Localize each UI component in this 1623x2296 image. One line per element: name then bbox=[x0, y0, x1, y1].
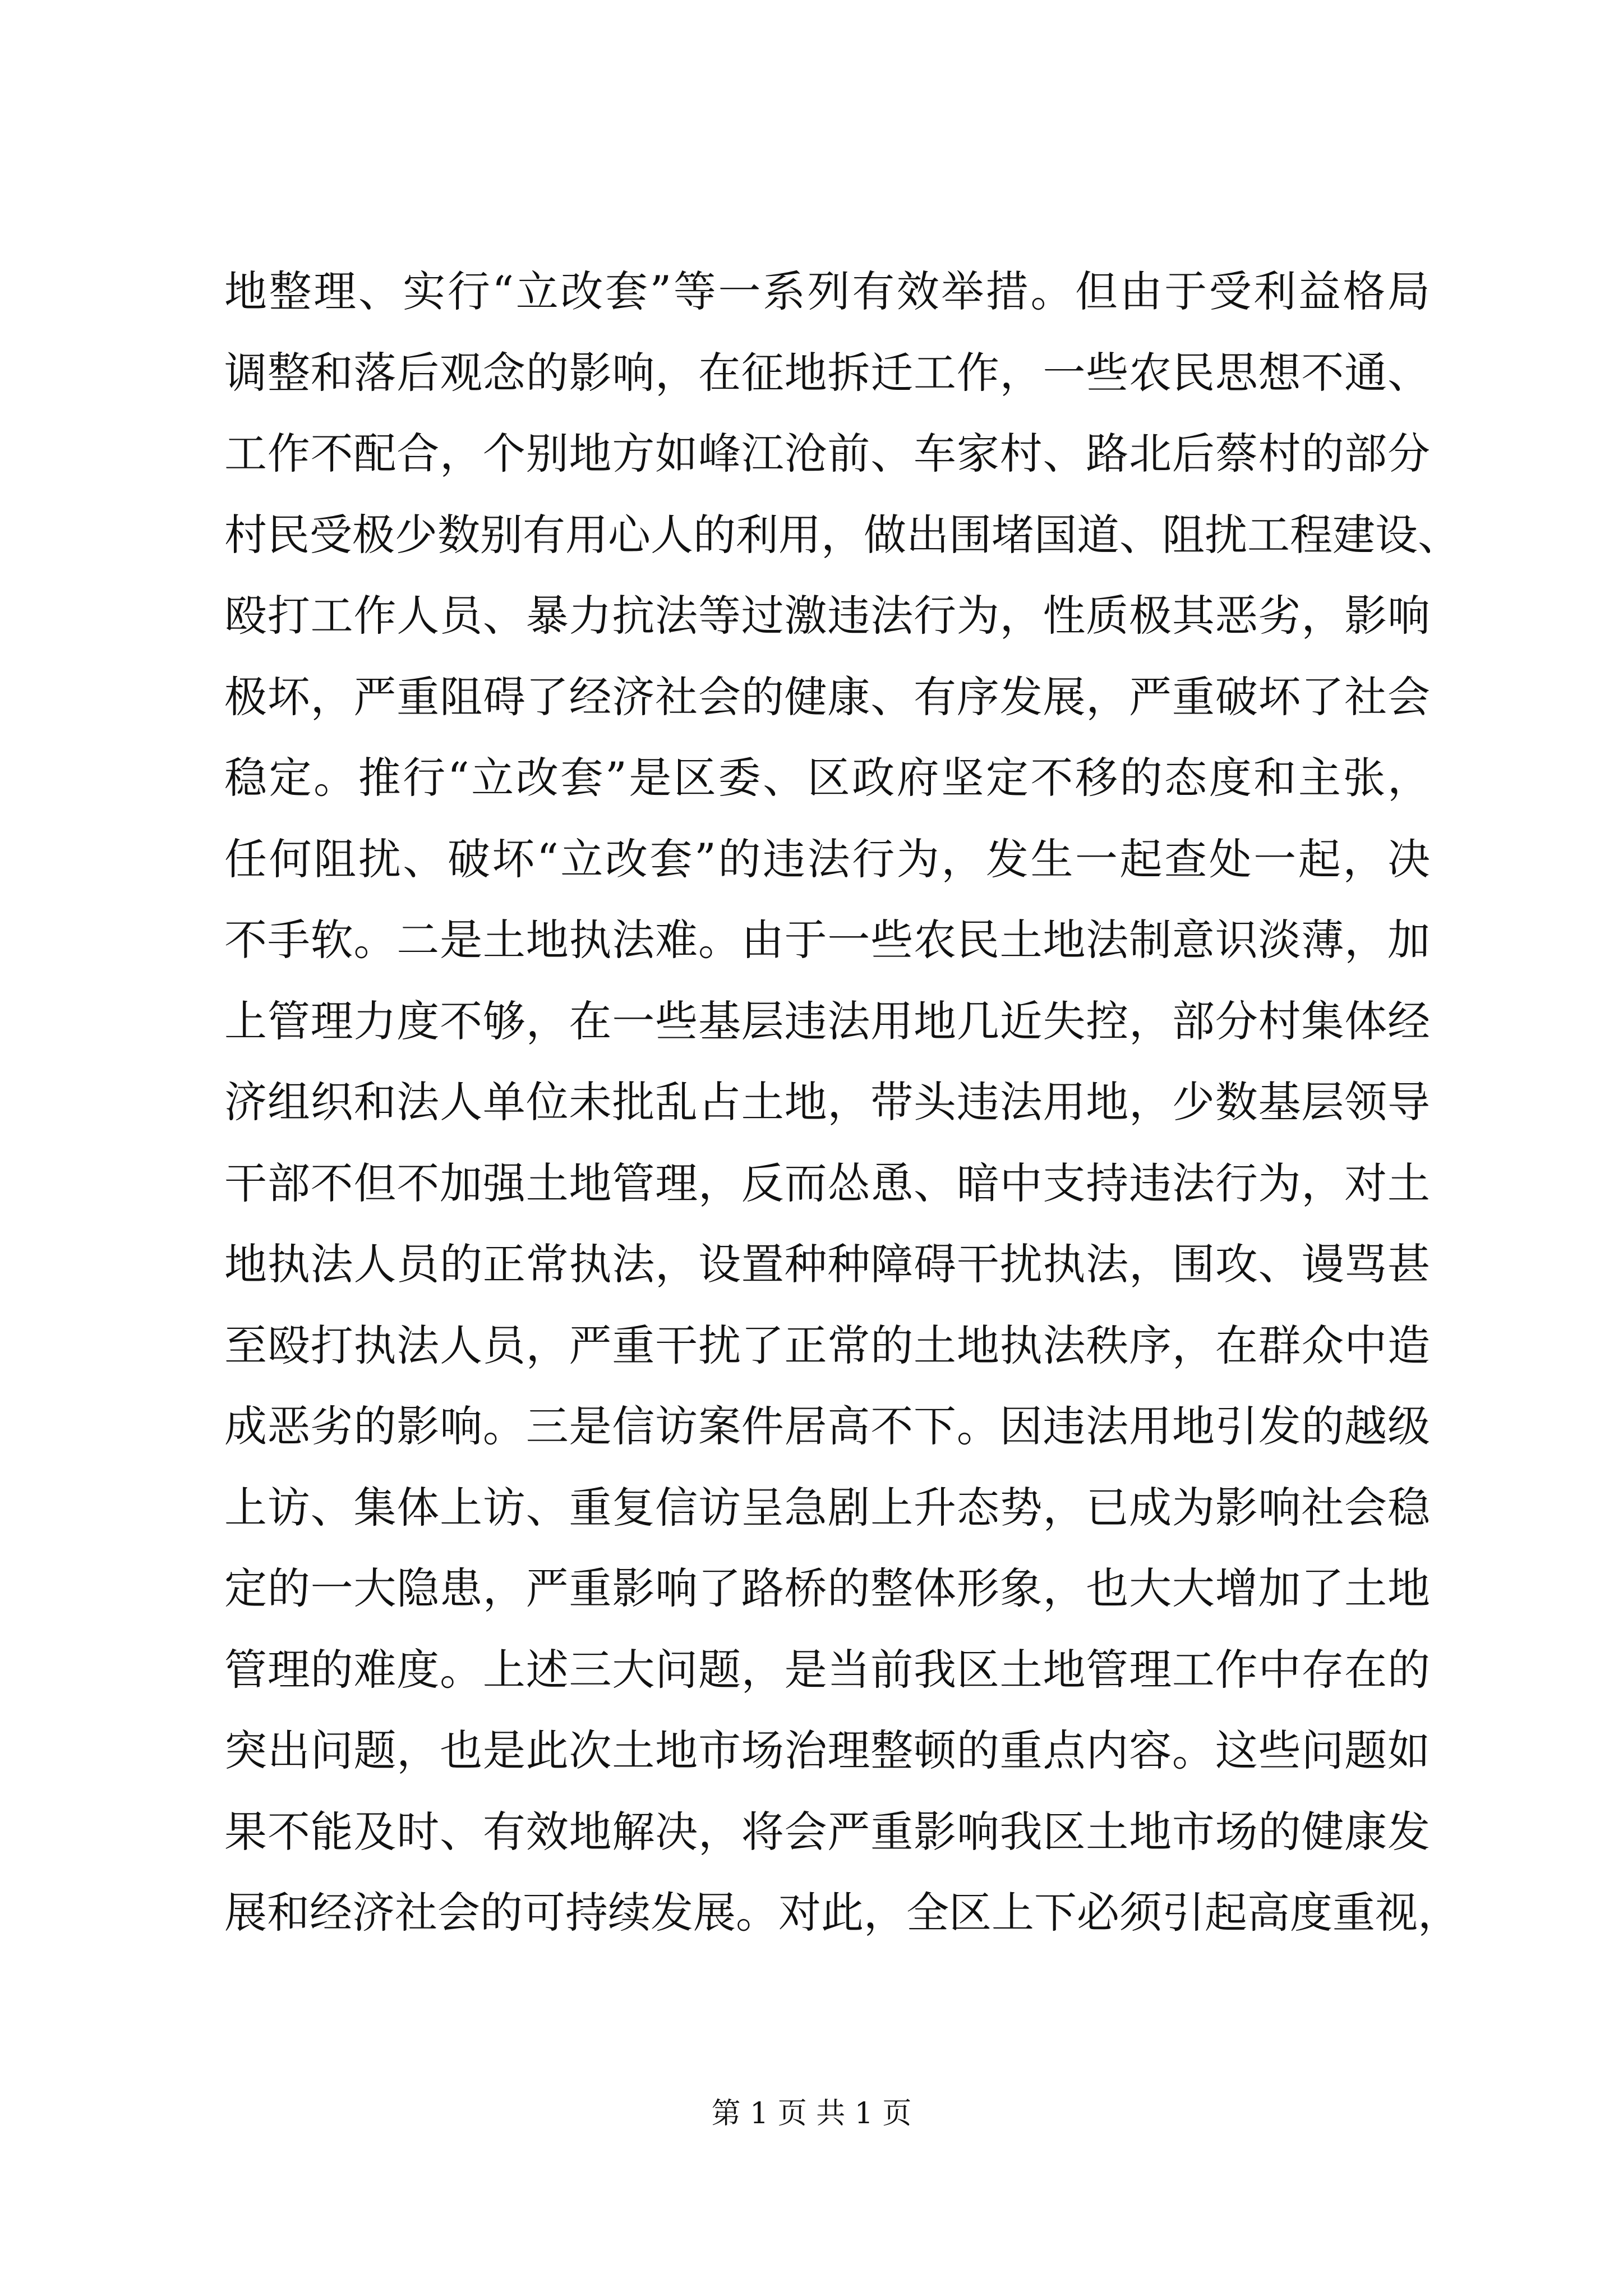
body-paragraph bbox=[224, 251, 1460, 1954]
paragraph-line: 成恶劣的影响。三是信访案件居高不下。因违法用地引发的越级 bbox=[224, 1401, 1430, 1451]
paragraph-line: 调整和落后观念的影响，在征地拆迁工作，一些农民思想不通、 bbox=[224, 347, 1430, 398]
paragraph-line: 任何阻扰、破坏“立改套”的违法行为，发生一起查处一起，决 bbox=[224, 834, 1430, 884]
paragraph-line: 殴打工作人员、暴力抗法等过激违法行为，性质极其恶劣，影响 bbox=[224, 591, 1430, 641]
paragraph-line: 极坏，严重阻碍了经济社会的健康、有序发展，严重破坏了社会 bbox=[224, 671, 1430, 722]
paragraph-line: 果不能及时、有效地解决，将会严重影响我区土地市场的健康发 bbox=[224, 1806, 1430, 1857]
paragraph-line: 稳定。推行“立改套”是区委、区政府坚定不移的态度和主张， bbox=[224, 753, 1430, 803]
paragraph-line: 不手软。二是土地执法难。由于一些农民土地法制意识淡薄，加 bbox=[224, 915, 1430, 965]
paragraph-line: 干部不但不加强土地管理，反而怂恿、暗中支持违法行为，对土 bbox=[224, 1158, 1430, 1208]
paragraph-line: 上管理力度不够，在一些基层违法用地几近失控，部分村集体经 bbox=[224, 996, 1430, 1046]
paragraph-line: 上访、集体上访、重复信访呈急剧上升态势，已成为影响社会稳 bbox=[224, 1482, 1430, 1533]
paragraph-line: 展和经济社会的可持续发展。对此，全区上下必须引起高度重视， bbox=[224, 1888, 1460, 1938]
paragraph-line: 地执法人员的正常执法，设置种种障碍干扰执法，围攻、谩骂甚 bbox=[224, 1239, 1430, 1289]
paragraph-line: 地整理、实行“立改套”等一系列有效举措。但由于受利益格局 bbox=[224, 266, 1430, 316]
paragraph-line: 管理的难度。上述三大问题，是当前我区土地管理工作中存在的 bbox=[224, 1644, 1430, 1695]
page-footer: 第 1 页 共 1 页 bbox=[711, 2097, 912, 2131]
paragraph-line: 至殴打执法人员，严重干扰了正常的土地执法秩序，在群众中造 bbox=[224, 1320, 1430, 1370]
paragraph-line: 定的一大隐患，严重影响了路桥的整体形象，也大大增加了土地 bbox=[224, 1563, 1430, 1613]
paragraph-line: 济组织和法人单位未批乱占土地，带头违法用地，少数基层领导 bbox=[224, 1077, 1430, 1127]
paragraph-line: 村民受极少数别有用心人的利用，做出围堵国道、阻扰工程建设、 bbox=[224, 509, 1460, 560]
paragraph-line: 突出问题，也是此次土地市场治理整顿的重点内容。这些问题如 bbox=[224, 1726, 1430, 1775]
paragraph-line: 工作不配合，个别地方如峰江沧前、车家村、路北后蔡村的部分 bbox=[224, 429, 1430, 478]
